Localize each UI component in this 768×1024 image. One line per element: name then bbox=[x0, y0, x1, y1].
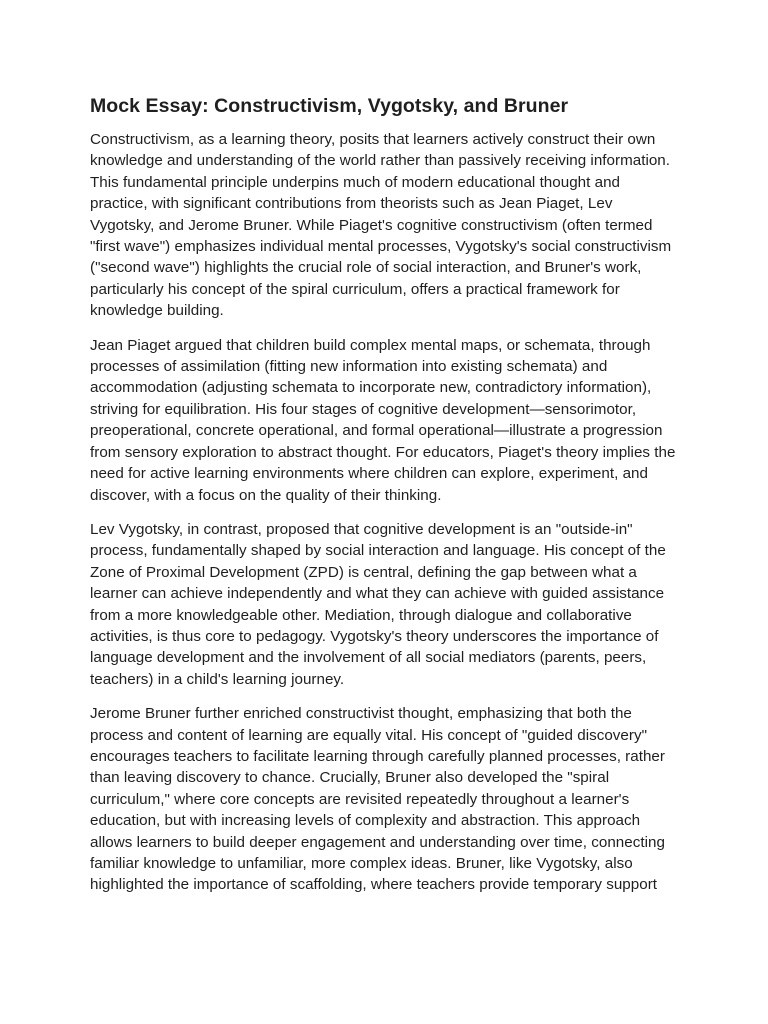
paragraph-vygotsky: Lev Vygotsky, in contrast, proposed that cognitive development is an "outside-in" process, fundamentally shaped by social interaction and language. His concept of the Zone of Proximal Development (ZPD) is central, defining the gap between what a learner can achieve independently and what they can achieve with guided assistance from a more knowledgeable other. Mediation, through dialogue and collaborative activities, is thus core to pedagogy. Vygotsky's theory underscores the importance of language development and the involvement of all social mediators (parents, peers, teachers) in a child's learning journey. bbox=[90, 520, 666, 688]
paragraph-intro: Constructivism, as a learning theory, posits that learners actively construct their own knowledge and understanding of the world rather than passively receiving information. This fundamental principle underpins much of modern educational thought and practice, with significant contributions from theorists such as Jean Piaget, Lev Vygotsky, and Jerome Bruner. While Piaget's cognitive constructivism (often termed "first wave") emphasizes individual mental processes, Vygotsky's social constructivism ("second wave") highlights the crucial role of social interaction, and Bruner's work, particularly his concept of the spiral curriculum, offers a practical framework for knowledge building. bbox=[90, 131, 672, 320]
paragraph-piaget: Jean Piaget argued that children build complex mental maps, or schemata, through processes of assimilation (fitting new information into existing schemata) and accommodation (adjusting schemata to incorporate new, contradictory information), striving for equilibration. His four stages of cognitive development—sensorimotor, preoperational, concrete operational, and formal operational—illustrate a progression from sensory exploration to abstract thought. For educators, Piaget's theory implies the need for active learning environments where children can explore, experiment, and discover, with a focus on the quality of their thinking. bbox=[90, 336, 676, 504]
essay-title: Mock Essay: Constructivism, Vygotsky, and Bruner bbox=[90, 95, 569, 117]
paragraph-bruner: Jerome Bruner further enriched constructivist thought, emphasizing that both the process and content of learning are equally vital. His concept of "guided discovery" encourages teachers to facilitate learning through carefully planned processes, rather than leaving discovery to chance. Crucially, Bruner also developed the "spiral curriculum," where core concepts are revisited repeatedly throughout a learner's education, but with increasing levels of complexity and abstraction. This approach allows learners to build deeper engagement and understanding over time, connecting familiar knowledge to unfamiliar, more complex ideas. Bruner, like Vygotsky, also highlighted the importance of scaffolding, where teachers provide temporary support bbox=[90, 705, 665, 894]
